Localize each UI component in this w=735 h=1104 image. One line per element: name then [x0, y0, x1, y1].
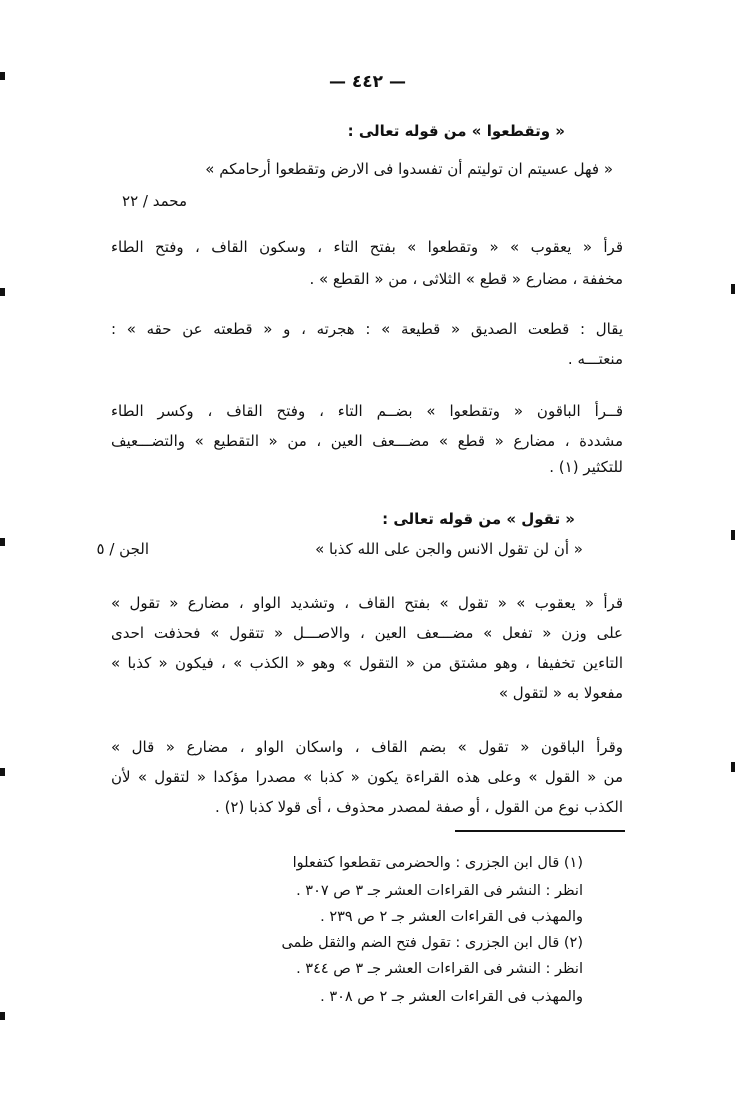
verse-reference: الجن / ٥: [96, 540, 149, 558]
footnote-line: انظر : النشر فى القراءات العشر جـ ٣ ص ٣٠٧ .: [296, 883, 583, 899]
paragraph-line: وقرأ الباقون « تقول » بضم القاف ، واسكان الواو ، مضارع « قال »: [111, 738, 623, 756]
footnote-line: والمهذب فى القراءات العشر جـ ٢ ص ٢٣٩ .: [320, 909, 583, 925]
scan-margin-mark: [0, 72, 5, 80]
paragraph-line: مشددة ، مضارع « قطع » مضـــعف العين ، من « التقطيع » والتضـــعيف: [111, 432, 623, 450]
paragraph-line: للتكثير (١) .: [549, 458, 623, 476]
footnote-divider: [455, 830, 625, 832]
paragraph-line: التاءين تخفيفا ، وهو مشتق من « التقول » وهو « الكذب » ، فيكون « كذبا »: [111, 654, 623, 672]
paragraph-line: قرأ « يعقوب » « تقول » بفتح القاف ، وتشديد الواو ، مضارع « تقول »: [111, 594, 623, 612]
paragraph-line: من « القول » وعلى هذه القراءة يكون « كذبا » مصدرا مؤكدا « لتقول » لأن: [111, 768, 623, 786]
footnote-line: (١) قال ابن الجزرى : والحضرمى تقطعوا كتفعلوا: [292, 855, 583, 871]
paragraph-line: مفعولا به « لتقول »: [498, 684, 623, 702]
scan-margin-mark: [0, 768, 5, 776]
section-heading: « تقول » من قوله تعالى :: [382, 510, 575, 528]
verse-reference: محمد / ٢٢: [122, 192, 187, 210]
paragraph-line: منعتـــه .: [567, 350, 623, 368]
paragraph-line: مخففة ، مضارع « قطع » الثلاثى ، من « القطع » .: [309, 270, 623, 288]
footnote-line: والمهذب فى القراءات العشر جـ ٢ ص ٣٠٨ .: [320, 989, 583, 1005]
paragraph-line: على وزن « تفعل » مضـــعف العين ، والاصـــل « تتقول » فحذفت احدى: [111, 624, 623, 642]
footnote-line: (٢) قال ابن الجزرى : تقول فتح الضم والثقل ظمى: [281, 935, 583, 951]
paragraph-line: يقال : قطعت الصديق « قطيعة » : هجرته ، و « قطعته عن حقه » :: [111, 320, 623, 338]
quranic-verse: « فهل عسيتم ان توليتم أن تفسدوا فى الارض وتقطعوا أرحامكم »: [205, 160, 613, 178]
scan-margin-mark: [731, 530, 735, 540]
section-heading: « وتقطعوا » من قوله تعالى :: [347, 122, 565, 140]
scan-margin-mark: [731, 284, 735, 294]
paragraph-line: الكذب نوع من القول ، أو صفة لمصدر محذوف ، أى قولا كذبا (٢) .: [215, 798, 623, 816]
scan-margin-mark: [0, 288, 5, 296]
scan-margin-mark: [0, 538, 5, 546]
paragraph-line: قــرأ الباقون « وتقطعوا » بضــم التاء ، وفتح القاف ، وكسر الطاء: [111, 402, 623, 420]
paragraph-line: قرأ « يعقوب » « وتقطعوا » بفتح التاء ، وسكون القاف ، وفتح الطاء: [111, 238, 623, 256]
footnote-line: انظر : النشر فى القراءات العشر جـ ٣ ص ٣٤٤ .: [296, 961, 583, 977]
quranic-verse: « أن لن تقول الانس والجن على الله كذبا »: [315, 540, 583, 558]
scan-margin-mark: [731, 762, 735, 772]
scan-margin-mark: [0, 1012, 5, 1020]
page-number: — ٤٤٢ —: [329, 72, 406, 92]
